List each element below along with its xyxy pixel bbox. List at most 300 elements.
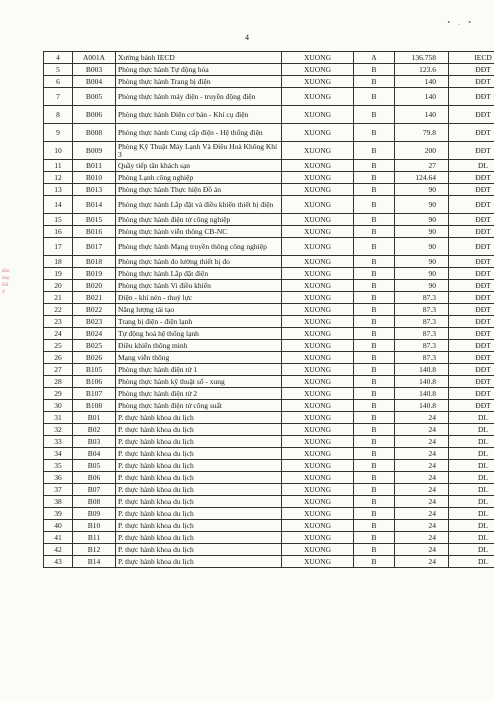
room-code-cell: B004 xyxy=(73,76,116,88)
table-row xyxy=(44,340,494,352)
area-cell: 24 xyxy=(395,472,449,484)
room-code-cell: B03 xyxy=(73,436,116,448)
table-row xyxy=(44,304,494,316)
room-type-cell: XUONG xyxy=(282,460,354,472)
room-code-cell: B106 xyxy=(73,376,116,388)
area-cell: 140 xyxy=(395,88,449,106)
rooms-table-body xyxy=(44,52,494,568)
area-cell: 90 xyxy=(395,256,449,268)
department-cell: DL xyxy=(449,472,494,484)
row-number-cell: 34 xyxy=(44,448,73,460)
building-cell: B xyxy=(354,484,395,496)
room-name-cell: Điều khiển thông minh xyxy=(116,340,282,352)
room-type-cell: XUONG xyxy=(282,238,354,256)
room-type-cell: XUONG xyxy=(282,280,354,292)
room-name-cell: Trang bị điện - điện lạnh xyxy=(116,316,282,328)
department-cell: ĐĐT xyxy=(449,256,494,268)
department-cell: ĐĐT xyxy=(449,184,494,196)
table-row xyxy=(44,238,494,256)
building-cell: B xyxy=(354,124,395,142)
room-type-cell: XUONG xyxy=(282,556,354,568)
department-cell: ĐĐT xyxy=(449,196,494,214)
room-name-cell: Phòng thực hành kỹ thuật số - xung xyxy=(116,376,282,388)
room-code-cell: B005 xyxy=(73,88,116,106)
room-code-cell: B017 xyxy=(73,238,116,256)
department-cell: DL xyxy=(449,556,494,568)
room-code-cell: B09 xyxy=(73,508,116,520)
table-row xyxy=(44,88,494,106)
building-cell: B xyxy=(354,508,395,520)
row-number-cell: 40 xyxy=(44,520,73,532)
area-cell: 140 xyxy=(395,106,449,124)
department-cell: DL xyxy=(449,460,494,472)
room-name-cell: Phòng thực hành điện tử công nghiệp xyxy=(116,214,282,226)
table-row xyxy=(44,64,494,76)
room-name-cell: Xưởng bánh IECD xyxy=(116,52,282,64)
table-row xyxy=(44,472,494,484)
table-row xyxy=(44,376,494,388)
room-code-cell: B105 xyxy=(73,364,116,376)
area-cell: 90 xyxy=(395,184,449,196)
area-cell: 24 xyxy=(395,424,449,436)
room-type-cell: XUONG xyxy=(282,64,354,76)
row-number-cell: 25 xyxy=(44,340,73,352)
row-number-cell: 31 xyxy=(44,412,73,424)
room-name-cell: P. thực hành khoa du lịch xyxy=(116,412,282,424)
room-type-cell: XUONG xyxy=(282,340,354,352)
room-code-cell: B019 xyxy=(73,268,116,280)
department-cell: ĐĐT xyxy=(449,352,494,364)
corner-marks: • . • xyxy=(447,18,474,27)
room-name-cell: Phòng thực hành máy điện - truyền động điện xyxy=(116,88,282,106)
row-number-cell: 8 xyxy=(44,106,73,124)
department-cell: DL xyxy=(449,532,494,544)
department-cell: DL xyxy=(449,412,494,424)
row-number-cell: 26 xyxy=(44,352,73,364)
room-name-cell: Quầy tiếp tân khách sạn xyxy=(116,160,282,172)
area-cell: 27 xyxy=(395,160,449,172)
room-code-cell: A001A xyxy=(73,52,116,64)
room-name-cell: P. thực hành khoa du lịch xyxy=(116,556,282,568)
area-cell: 90 xyxy=(395,280,449,292)
building-cell: B xyxy=(354,160,395,172)
room-code-cell: B12 xyxy=(73,544,116,556)
table-row xyxy=(44,196,494,214)
room-type-cell: XUONG xyxy=(282,160,354,172)
room-type-cell: XUONG xyxy=(282,532,354,544)
row-number-cell: 38 xyxy=(44,496,73,508)
area-cell: 24 xyxy=(395,460,449,472)
building-cell: B xyxy=(354,412,395,424)
room-type-cell: XUONG xyxy=(282,424,354,436)
row-number-cell: 4 xyxy=(44,52,73,64)
room-name-cell: P. thực hành khoa du lịch xyxy=(116,448,282,460)
building-cell: B xyxy=(354,340,395,352)
room-code-cell: B07 xyxy=(73,484,116,496)
table-row xyxy=(44,52,494,64)
row-number-cell: 12 xyxy=(44,172,73,184)
room-code-cell: B006 xyxy=(73,106,116,124)
room-type-cell: XUONG xyxy=(282,484,354,496)
table-row xyxy=(44,160,494,172)
room-code-cell: B06 xyxy=(73,472,116,484)
room-code-cell: B025 xyxy=(73,340,116,352)
department-cell: DL xyxy=(449,496,494,508)
building-cell: B xyxy=(354,268,395,280)
row-number-cell: 37 xyxy=(44,484,73,496)
room-code-cell: B016 xyxy=(73,226,116,238)
room-type-cell: XUONG xyxy=(282,214,354,226)
room-type-cell: XUONG xyxy=(282,184,354,196)
room-type-cell: XUONG xyxy=(282,496,354,508)
area-cell: 24 xyxy=(395,544,449,556)
table-row xyxy=(44,328,494,340)
table-row xyxy=(44,268,494,280)
room-type-cell: XUONG xyxy=(282,226,354,238)
room-code-cell: B04 xyxy=(73,448,116,460)
room-type-cell: XUONG xyxy=(282,352,354,364)
room-name-cell: Phòng thực hành Lắp đặt và điều khiển thiết bị điện xyxy=(116,196,282,214)
table-row xyxy=(44,448,494,460)
room-type-cell: XUONG xyxy=(282,106,354,124)
room-code-cell: B026 xyxy=(73,352,116,364)
department-cell: DL xyxy=(449,484,494,496)
area-cell: 140 xyxy=(395,76,449,88)
building-cell: B xyxy=(354,106,395,124)
building-cell: B xyxy=(354,424,395,436)
department-cell: DL xyxy=(449,508,494,520)
room-code-cell: B020 xyxy=(73,280,116,292)
department-cell: DL xyxy=(449,424,494,436)
row-number-cell: 6 xyxy=(44,76,73,88)
building-cell: B xyxy=(354,448,395,460)
area-cell: 87.3 xyxy=(395,340,449,352)
room-code-cell: B014 xyxy=(73,196,116,214)
area-cell: 24 xyxy=(395,508,449,520)
table-row xyxy=(44,532,494,544)
area-cell: 24 xyxy=(395,556,449,568)
area-cell: 24 xyxy=(395,520,449,532)
room-type-cell: XUONG xyxy=(282,388,354,400)
row-number-cell: 29 xyxy=(44,388,73,400)
table-row xyxy=(44,292,494,304)
room-type-cell: XUONG xyxy=(282,328,354,340)
page-number: 4 xyxy=(245,33,249,42)
department-cell: ĐĐT xyxy=(449,124,494,142)
room-type-cell: XUONG xyxy=(282,268,354,280)
building-cell: B xyxy=(354,88,395,106)
room-code-cell: B023 xyxy=(73,316,116,328)
room-name-cell: Phòng thực hành điện tử công suất xyxy=(116,400,282,412)
table-row xyxy=(44,520,494,532)
margin-note-line: đùn xyxy=(2,269,10,274)
department-cell: ĐĐT xyxy=(449,76,494,88)
room-code-cell: B107 xyxy=(73,388,116,400)
building-cell: B xyxy=(354,292,395,304)
building-cell: B xyxy=(354,226,395,238)
room-name-cell: Phòng Lạnh công nghiệp xyxy=(116,172,282,184)
row-number-cell: 41 xyxy=(44,532,73,544)
room-type-cell: XUONG xyxy=(282,304,354,316)
department-cell: IECD xyxy=(449,52,494,64)
department-cell: ĐĐT xyxy=(449,142,494,160)
row-number-cell: 10 xyxy=(44,142,73,160)
building-cell: B xyxy=(354,316,395,328)
room-code-cell: B108 xyxy=(73,400,116,412)
area-cell: 124.64 xyxy=(395,172,449,184)
department-cell: ĐĐT xyxy=(449,376,494,388)
row-number-cell: 35 xyxy=(44,460,73,472)
building-cell: B xyxy=(354,328,395,340)
row-number-cell: 17 xyxy=(44,238,73,256)
department-cell: ĐĐT xyxy=(449,388,494,400)
department-cell: ĐĐT xyxy=(449,328,494,340)
room-code-cell: B018 xyxy=(73,256,116,268)
room-code-cell: B022 xyxy=(73,304,116,316)
table-row xyxy=(44,280,494,292)
area-cell: 90 xyxy=(395,226,449,238)
department-cell: ĐĐT xyxy=(449,226,494,238)
margin-handwritten-note xyxy=(2,268,24,296)
row-number-cell: 15 xyxy=(44,214,73,226)
row-number-cell: 23 xyxy=(44,316,73,328)
department-cell: ĐĐT xyxy=(449,64,494,76)
building-cell: B xyxy=(354,142,395,160)
area-cell: 123.6 xyxy=(395,64,449,76)
table-row xyxy=(44,412,494,424)
room-name-cell: P. thực hành khoa du lịch xyxy=(116,484,282,496)
room-code-cell: B11 xyxy=(73,532,116,544)
room-code-cell: B010 xyxy=(73,172,116,184)
room-code-cell: B003 xyxy=(73,64,116,76)
room-type-cell: XUONG xyxy=(282,376,354,388)
room-name-cell: Tự động hoá hệ thống lạnh xyxy=(116,328,282,340)
building-cell: B xyxy=(354,472,395,484)
room-name-cell: Phòng thực hành Mạng truyền thông công nghiệp xyxy=(116,238,282,256)
margin-note-line: duọ xyxy=(2,276,10,281)
table-row xyxy=(44,352,494,364)
room-code-cell: B013 xyxy=(73,184,116,196)
building-cell: B xyxy=(354,196,395,214)
row-number-cell: 16 xyxy=(44,226,73,238)
building-cell: B xyxy=(354,304,395,316)
building-cell: B xyxy=(354,520,395,532)
room-type-cell: XUONG xyxy=(282,508,354,520)
room-type-cell: XUONG xyxy=(282,316,354,328)
room-code-cell: B015 xyxy=(73,214,116,226)
row-number-cell: 20 xyxy=(44,280,73,292)
row-number-cell: 43 xyxy=(44,556,73,568)
row-number-cell: 5 xyxy=(44,64,73,76)
room-code-cell: B08 xyxy=(73,496,116,508)
department-cell: ĐĐT xyxy=(449,400,494,412)
department-cell: ĐĐT xyxy=(449,268,494,280)
room-type-cell: XUONG xyxy=(282,400,354,412)
table-row xyxy=(44,106,494,124)
margin-note-line: Đã xyxy=(2,283,9,288)
room-type-cell: XUONG xyxy=(282,544,354,556)
rooms-table xyxy=(43,51,494,568)
room-name-cell: Phòng thực hành điện tử 2 xyxy=(116,388,282,400)
room-name-cell: Phòng thực hành Trang bị điện xyxy=(116,76,282,88)
department-cell: DL xyxy=(449,544,494,556)
room-code-cell: B024 xyxy=(73,328,116,340)
table-row xyxy=(44,142,494,160)
building-cell: B xyxy=(354,256,395,268)
row-number-cell: 30 xyxy=(44,400,73,412)
area-cell: 90 xyxy=(395,268,449,280)
building-cell: A xyxy=(354,52,395,64)
room-name-cell: Mạng viễn thông xyxy=(116,352,282,364)
room-code-cell: B01 xyxy=(73,412,116,424)
department-cell: ĐĐT xyxy=(449,304,494,316)
room-name-cell: Điện - khí nén - thuỷ lực xyxy=(116,292,282,304)
row-number-cell: 22 xyxy=(44,304,73,316)
building-cell: B xyxy=(354,214,395,226)
department-cell: ĐĐT xyxy=(449,214,494,226)
room-code-cell: B14 xyxy=(73,556,116,568)
room-type-cell: XUONG xyxy=(282,256,354,268)
table-row xyxy=(44,388,494,400)
room-type-cell: XUONG xyxy=(282,88,354,106)
building-cell: B xyxy=(354,172,395,184)
table-row xyxy=(44,436,494,448)
area-cell: 200 xyxy=(395,142,449,160)
area-cell: 87.3 xyxy=(395,292,449,304)
building-cell: B xyxy=(354,64,395,76)
area-cell: 79.8 xyxy=(395,124,449,142)
room-type-cell: XUONG xyxy=(282,364,354,376)
table-row xyxy=(44,556,494,568)
room-code-cell: B008 xyxy=(73,124,116,142)
building-cell: B xyxy=(354,556,395,568)
row-number-cell: 14 xyxy=(44,196,73,214)
department-cell: DL xyxy=(449,520,494,532)
department-cell: ĐĐT xyxy=(449,280,494,292)
row-number-cell: 18 xyxy=(44,256,73,268)
room-code-cell: B009 xyxy=(73,142,116,160)
department-cell: DL xyxy=(449,436,494,448)
row-number-cell: 21 xyxy=(44,292,73,304)
area-cell: 87.3 xyxy=(395,328,449,340)
room-name-cell: P. thực hành khoa du lịch xyxy=(116,424,282,436)
room-name-cell: P. thực hành khoa du lịch xyxy=(116,460,282,472)
room-name-cell: P. thực hành khoa du lịch xyxy=(116,496,282,508)
room-name-cell: Phòng thực hành Lắp đặt điện xyxy=(116,268,282,280)
building-cell: B xyxy=(354,436,395,448)
area-cell: 140.8 xyxy=(395,376,449,388)
room-type-cell: XUONG xyxy=(282,142,354,160)
row-number-cell: 13 xyxy=(44,184,73,196)
room-type-cell: XUONG xyxy=(282,76,354,88)
row-number-cell: 7 xyxy=(44,88,73,106)
building-cell: B xyxy=(354,184,395,196)
room-name-cell: Phòng thực hành Điện cơ bản - Khí cụ điện xyxy=(116,106,282,124)
row-number-cell: 19 xyxy=(44,268,73,280)
area-cell: 140.8 xyxy=(395,364,449,376)
room-code-cell: B011 xyxy=(73,160,116,172)
room-name-cell: Phòng thực hành Vi điều khiển xyxy=(116,280,282,292)
room-type-cell: XUONG xyxy=(282,412,354,424)
department-cell: ĐĐT xyxy=(449,106,494,124)
area-cell: 24 xyxy=(395,412,449,424)
row-number-cell: 32 xyxy=(44,424,73,436)
room-name-cell: P. thực hành khoa du lịch xyxy=(116,508,282,520)
department-cell: ĐĐT xyxy=(449,340,494,352)
area-cell: 87.3 xyxy=(395,352,449,364)
table-row xyxy=(44,214,494,226)
row-number-cell: 27 xyxy=(44,364,73,376)
room-name-cell: Phòng thực hành Cung cấp điện - Hệ thống điện xyxy=(116,124,282,142)
area-cell: 90 xyxy=(395,214,449,226)
room-name-cell: P. thực hành khoa du lịch xyxy=(116,520,282,532)
table-row xyxy=(44,316,494,328)
row-number-cell: 36 xyxy=(44,472,73,484)
room-type-cell: XUONG xyxy=(282,124,354,142)
room-type-cell: XUONG xyxy=(282,436,354,448)
row-number-cell: 39 xyxy=(44,508,73,520)
area-cell: 24 xyxy=(395,532,449,544)
building-cell: B xyxy=(354,388,395,400)
building-cell: B xyxy=(354,376,395,388)
room-type-cell: XUONG xyxy=(282,196,354,214)
table-row xyxy=(44,364,494,376)
room-code-cell: B10 xyxy=(73,520,116,532)
table-row xyxy=(44,400,494,412)
building-cell: B xyxy=(354,280,395,292)
row-number-cell: 42 xyxy=(44,544,73,556)
area-cell: 24 xyxy=(395,496,449,508)
building-cell: B xyxy=(354,460,395,472)
room-type-cell: XUONG xyxy=(282,52,354,64)
area-cell: 90 xyxy=(395,238,449,256)
table-row xyxy=(44,226,494,238)
building-cell: B xyxy=(354,496,395,508)
table-row xyxy=(44,424,494,436)
department-cell: ĐĐT xyxy=(449,364,494,376)
table-row xyxy=(44,544,494,556)
room-name-cell: P. thực hành khoa du lịch xyxy=(116,472,282,484)
department-cell: ĐĐT xyxy=(449,316,494,328)
area-cell: 24 xyxy=(395,448,449,460)
building-cell: B xyxy=(354,532,395,544)
table-row xyxy=(44,76,494,88)
building-cell: B xyxy=(354,544,395,556)
room-name-cell: Phòng Kỹ Thuật Máy Lạnh Và Điều Hoà Không Khí 3 xyxy=(116,142,282,160)
area-cell: 136.758 xyxy=(395,52,449,64)
row-number-cell: 33 xyxy=(44,436,73,448)
room-name-cell: Phòng thực hành đo lường thiết bị đo xyxy=(116,256,282,268)
room-name-cell: P. thực hành khoa du lịch xyxy=(116,544,282,556)
area-cell: 90 xyxy=(395,196,449,214)
row-number-cell: 28 xyxy=(44,376,73,388)
room-name-cell: P. thực hành khoa du lịch xyxy=(116,436,282,448)
row-number-cell: 9 xyxy=(44,124,73,142)
margin-note-line: đ xyxy=(2,290,5,295)
room-type-cell: XUONG xyxy=(282,520,354,532)
room-name-cell: Phòng thực hành viễn thông CB-NC xyxy=(116,226,282,238)
table-row xyxy=(44,184,494,196)
table-row xyxy=(44,172,494,184)
building-cell: B xyxy=(354,352,395,364)
department-cell: ĐĐT xyxy=(449,292,494,304)
building-cell: B xyxy=(354,400,395,412)
room-code-cell: B021 xyxy=(73,292,116,304)
area-cell: 24 xyxy=(395,484,449,496)
department-cell: DL xyxy=(449,448,494,460)
room-name-cell: Năng lượng tái tạo xyxy=(116,304,282,316)
room-name-cell: Phòng thực hành Thực hiện Đồ án xyxy=(116,184,282,196)
